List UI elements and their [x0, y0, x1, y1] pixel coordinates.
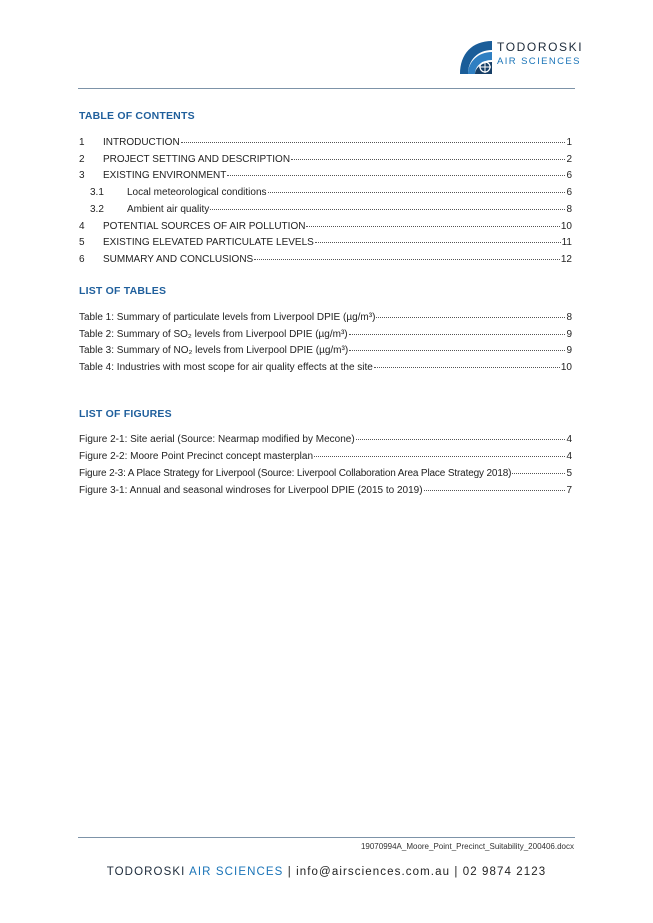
leader-dots: [314, 456, 565, 457]
figure-entry[interactable]: [79, 485, 572, 499]
toc-entry-page: 2: [566, 154, 572, 165]
leader-dots: [376, 317, 565, 318]
toc-entry-page: 11: [561, 237, 572, 248]
table-entry-label: Table 4: Industries with most scope for air quality effects at the site: [79, 362, 373, 373]
leader-dots: [315, 242, 561, 243]
toc-entry-number: 6: [79, 254, 85, 265]
table-entry-label: Table 3: Summary of NO₂ levels from Liverpool DPIE (µg/m³): [79, 345, 349, 356]
figure-entry[interactable]: [79, 451, 572, 465]
toc-entry-number: 3.1: [90, 187, 104, 198]
footer-contact: | info@airsciences.com.au | 02 9874 2123: [287, 866, 547, 878]
toc-entry-page: 8: [566, 204, 572, 215]
toc-entry-page: 12: [560, 254, 572, 265]
table-entry[interactable]: [79, 362, 572, 376]
toc-entry-page: 6: [566, 170, 572, 181]
toc-entry-label: EXISTING ELEVATED PARTICULATE LEVELS: [103, 237, 314, 248]
toc-entry-page: 10: [560, 221, 572, 232]
footer-divider: [78, 837, 575, 838]
leader-dots: [356, 439, 566, 440]
table-entry[interactable]: [79, 329, 572, 343]
figure-entry-page: 5: [566, 468, 572, 479]
figure-entry-page: 4: [566, 451, 572, 462]
document-filename: 19070994A_Moore_Point_Precinct_Suitability_200406.docx: [360, 842, 574, 851]
footer-brand-subtitle: AIR SCIENCES: [189, 866, 284, 878]
leader-dots: [181, 142, 566, 143]
leader-dots: [349, 334, 566, 335]
toc-entry-number: 4: [79, 221, 85, 232]
list-of-tables-heading: LIST OF TABLES: [79, 285, 167, 297]
company-logo: [458, 38, 584, 78]
leader-dots: [210, 209, 565, 210]
toc-entry-number: 3: [79, 170, 85, 181]
toc-entry-page: 1: [566, 137, 572, 148]
toc-entry[interactable]: [79, 237, 572, 251]
toc-entry-label: PROJECT SETTING AND DESCRIPTION: [103, 154, 291, 165]
table-entry-label: Table 1: Summary of particulate levels from Liverpool DPIE (µg/m³): [79, 312, 376, 323]
leader-dots: [374, 367, 560, 368]
figure-entry-label: Figure 3-1: Annual and seasonal windroses for Liverpool DPIE (2015 to 2019): [79, 485, 423, 496]
footer-contact-line: [0, 866, 653, 878]
toc-entry-label: SUMMARY AND CONCLUSIONS: [103, 254, 254, 265]
table-entry[interactable]: [79, 312, 572, 326]
figure-entry-label: Figure 2-3: A Place Strategy for Liverpool (Source: Liverpool Collaboration Area Place Strategy 2018): [79, 468, 512, 479]
figure-entry[interactable]: [79, 434, 572, 448]
figure-entry-page: 7: [566, 485, 572, 496]
leader-dots: [291, 159, 565, 160]
toc-entry-label: Ambient air quality: [127, 204, 210, 215]
toc-entry-label: EXISTING ENVIRONMENT: [103, 170, 227, 181]
toc-subentry[interactable]: [90, 187, 572, 201]
leader-dots: [349, 350, 565, 351]
figure-entry-label: Figure 2-1: Site aerial (Source: Nearmap modified by Mecone): [79, 434, 355, 445]
leader-dots: [268, 192, 566, 193]
figure-entry-page: 4: [566, 434, 572, 445]
table-entry-page: 9: [566, 345, 572, 356]
toc-entry[interactable]: [79, 154, 572, 168]
toc-entry-number: 1: [79, 137, 85, 148]
toc-entry-label: INTRODUCTION: [103, 137, 180, 148]
leader-dots: [424, 490, 566, 491]
toc-entry[interactable]: [79, 221, 572, 235]
toc-entry-label: POTENTIAL SOURCES OF AIR POLLUTION: [103, 221, 306, 232]
toc-entry-number: 5: [79, 237, 85, 248]
toc-entry-label: Local meteorological conditions: [127, 187, 267, 198]
toc-subentry[interactable]: [90, 204, 572, 218]
logo-globe-icon: [458, 38, 494, 76]
figure-entry-label: Figure 2-2: Moore Point Precinct concept masterplan: [79, 451, 313, 462]
table-entry-page: 8: [566, 312, 572, 323]
header-divider: [78, 88, 575, 89]
leader-dots: [227, 175, 565, 176]
leader-dots: [512, 473, 565, 474]
table-entry-page: 10: [560, 362, 572, 373]
toc-entry-number: 3.2: [90, 204, 104, 215]
table-entry-label: Table 2: Summary of SO₂ levels from Liverpool DPIE (µg/m³): [79, 329, 348, 340]
footer-brand-name: TODOROSKI: [106, 866, 186, 878]
logo-subtitle: AIR SCIENCES: [497, 56, 581, 67]
toc-entry[interactable]: [79, 170, 572, 184]
table-entry[interactable]: [79, 345, 572, 359]
list-of-figures-heading: LIST OF FIGURES: [79, 408, 172, 420]
table-entry-page: 9: [566, 329, 572, 340]
toc-entry[interactable]: [79, 137, 572, 151]
logo-name: TODOROSKI: [497, 40, 584, 54]
toc-heading: TABLE OF CONTENTS: [79, 110, 195, 122]
figure-entry[interactable]: [79, 468, 572, 482]
leader-dots: [306, 226, 559, 227]
toc-entry[interactable]: [79, 254, 572, 268]
leader-dots: [254, 259, 560, 260]
toc-entry-number: 2: [79, 154, 85, 165]
toc-entry-page: 6: [566, 187, 572, 198]
